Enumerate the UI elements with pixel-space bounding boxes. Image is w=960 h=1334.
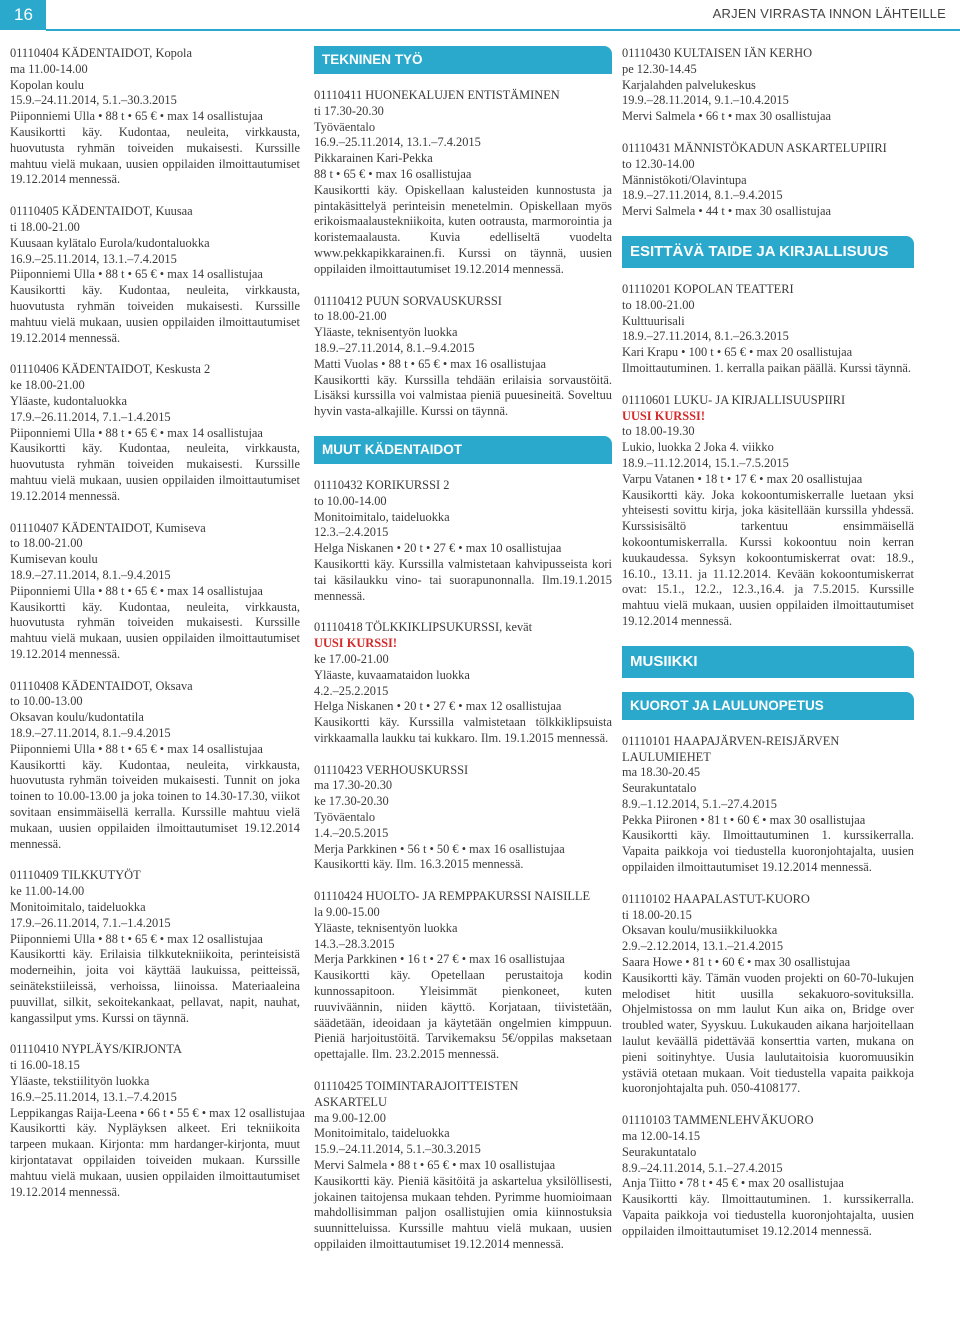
section-header: TEKNINEN TYÖ [314, 46, 612, 74]
course-detail: Yläaste, kudontaluokka [10, 393, 127, 408]
course-detail: 18.9.–27.11.2014, 8.1.–9.4.2015 [622, 188, 783, 203]
course-description: Kausikortti käy. Kurssilla valmistetaan tölkkiklipsuista virkkaamalla laukku tai kukkaro. Ilm. 19.1.2015 mennessä. [314, 715, 612, 745]
header-rule [46, 29, 960, 31]
course-entry [622, 393, 914, 630]
course-detail: 16.9.–25.11.2014, 13.1.–7.4.2015 [10, 1089, 177, 1104]
course-title: 01110431 MÄNNISTÖKADUN ASKARTELUPIIRI [622, 140, 887, 155]
course-detail: Varpu Vatanen • 18 t • 17 € • max 20 osallistujaa [622, 471, 863, 486]
course-detail: Merja Parkkinen • 16 t • 27 € • max 16 osallistujaa [314, 952, 565, 967]
course-detail: ke 17.00-21.00 [314, 651, 389, 666]
course-detail: ke 18.00-21.00 [10, 378, 85, 393]
course-detail: ke 11.00-14.00 [10, 884, 85, 899]
course-detail: ti 16.00-18.15 [10, 1058, 80, 1073]
course-detail: Piiponniemi Ulla • 88 t • 65 € • max 14 osallistujaa [10, 583, 263, 598]
course-title: 01110406 KÄDENTAIDOT, Keskusta 2 [10, 362, 211, 377]
course-detail: to 18.00-19.30 [622, 424, 695, 439]
course-detail: Piiponniemi Ulla • 88 t • 65 € • max 12 osallistujaa [10, 931, 263, 946]
course-entry [622, 892, 914, 1097]
course-detail: Pikkarainen Kari-Pekka [314, 151, 433, 166]
course-detail: Matti Vuolas • 88 t • 65 € • max 16 osallistujaa [314, 356, 546, 371]
course-detail: Mervi Salmela • 88 t • 65 € • max 10 osallistujaa [314, 1158, 556, 1173]
course-entry [314, 478, 612, 604]
course-detail: Seurakuntatalo [622, 781, 697, 796]
course-description: Kausikortti käy. Ilmoittautuminen. 1. kurssikerralla. Vapaita paikkoja voi tiedustella kuoronjohtajalta, uusien oppilaiden ilmoittautumiset 19.12.2014 mennessä. [622, 1192, 914, 1238]
course-title: 01110404 KÄDENTAIDOT, Kopola [10, 46, 192, 60]
course-detail: 17.9.–26.11.2014, 7.1.–1.4.2015 [10, 915, 171, 930]
course-description: Kausikortti käy. Erilaisia tilkkutekniikoita, perinteisistä moderneihin, joita voi käyttää laukuissa, peitteissä, seinätekstiileissä, verhoissa, liinoissa. Materiaaleina puuvillat, silkit, sekoitekankaat, pellavat, napit, nauhat, kangassilput yms. Kurssi on täynnä. [10, 947, 300, 1025]
course-detail: ti 18.00-21.00 [10, 219, 80, 234]
course-detail: ti 17.30-20.30 [314, 103, 384, 118]
course-detail: Oksavan koulu/kudontatila [10, 710, 144, 725]
course-detail: Pekka Piironen • 81 t • 60 € • max 30 osallistujaa [622, 812, 866, 827]
course-detail: 12.3.–2.4.2015 [314, 525, 389, 540]
course-detail: la 9.00-15.00 [314, 905, 380, 920]
page-number: 16 [0, 0, 46, 30]
course-detail: ti 18.00-20.15 [622, 907, 692, 922]
course-description: Kausikortti käy. Kudontaa, neuleita, virkkausta, huovutusta ryhmän toiveiden mukaisesti. Kurssille mahtuu vielä mukaan, uusien oppilaiden ilmoittautumiset 19.12.2014 mennessä. [10, 599, 300, 661]
course-detail: 16.9.–25.11.2014, 13.1.–7.4.2015 [314, 135, 481, 150]
course-detail: Työväentalo [314, 119, 376, 134]
course-detail: Mervi Salmela • 44 t • max 30 osallistujaa [622, 204, 831, 219]
course-detail: 1.4.–20.5.2015 [314, 825, 389, 840]
course-title: 01110201 KOPOLAN TEATTERI [622, 281, 794, 296]
course-detail: to 12.30-14.00 [622, 156, 695, 171]
course-detail: Anja Tiitto • 78 t • 45 € • max 20 osallistujaa [622, 1176, 844, 1191]
course-detail: Piiponniemi Ulla • 88 t • 65 € • max 14 osallistujaa [10, 267, 263, 282]
course-detail: 17.9.–26.11.2014, 7.1.–1.4.2015 [10, 409, 171, 424]
course-detail: Seurakuntatalo [622, 1144, 697, 1159]
course-detail: 18.9.–11.12.2014, 15.1.–7.5.2015 [622, 455, 789, 470]
course-detail: Monitoimitalo, taideluokka [314, 509, 450, 524]
course-title: 01110424 HUOLTO- JA REMPPAKURSSI NAISILLE [314, 889, 591, 904]
course-entry [10, 1042, 305, 1200]
course-title: 01110411 HUONEKALUJEN ENTISTÄMINEN [314, 88, 560, 102]
course-detail: Yläaste, teknisentyön luokka [314, 920, 458, 935]
course-description: Kausikortti käy. Opetellaan perustaitoja kodin kunnossapitoon. Yleisimmät pienkoneet, kuten ruuviväännin, niiden käyttö. Korjataan, tiivistetään, säädetään, ideoidaan ja käytetään ongelmien kimppuun. Pieniä harjoitustöitä. Tarvikemaksu 5€/oppilas maksetaan opettajalle. Ilm. 23.2.2015 mennessä. [314, 968, 612, 1062]
course-title: 01110405 KÄDENTAIDOT, Kuusaa [10, 204, 193, 219]
course-entry [10, 679, 300, 853]
course-detail: ma 11.00-14.00 [10, 61, 88, 76]
new-course-label: UUSI KURSSI! [314, 636, 397, 651]
course-detail: ma 9.00-12.00 [314, 1110, 386, 1125]
course-detail: ASKARTELU [314, 1094, 387, 1109]
course-description: Kausikortti käy. Kurssilla valmistetaan kahvipusseista kori tai käsilaukku vino- tai suorapunonnalla. Ilm.19.1.2015 mennessä. [314, 556, 612, 603]
course-detail: Helga Niskanen • 20 t • 27 € • max 12 osallistujaa [314, 699, 562, 714]
course-description: Kausikortti käy. Tämän vuoden projekti on 60-70-lukujen melodiset hitit uusilla sekakuoro-sovituksilla. Ohjelmistossa on mm laulut Kun aika on, Bridge over troubled water, Syyskuu. Lukukauden aikana harjoitellaan laulut keväällä pidettävää konserttia varten, mukana on pieni soitinyhtye. Uusia laulutaitoisia kuoromuusikin ystäviä otetaan mukaan. Voit tiedustella vapaita paikkoja kuoronjohtajalta puh. 050-4108177. [622, 970, 914, 1096]
course-detail: Kulttuurisali [622, 313, 685, 328]
course-title: 01110410 NYPLÄYS/KIRJONTA [10, 1042, 182, 1057]
course-detail: LAULUMIEHET [622, 749, 711, 764]
course-detail: Merja Parkkinen • 56 t • 50 € • max 16 osallistujaa [314, 841, 565, 856]
course-description: Kausikortti käy. Ilm. 16.3.2015 mennessä. [314, 857, 524, 872]
course-title: 01110430 KULTAISEN IÄN KERHO [622, 46, 813, 60]
course-description: Kausikortti käy. Kudontaa, neuleita, virkkausta, huovutusta ryhmän toiveiden mukaisesti. Kurssille mahtuu vielä mukaan, uusien oppilaiden ilmoittautumiset 19.12.2014 mennessä. [10, 283, 300, 345]
course-detail: Leppikangas Raija-Leena • 66 t • 55 € • max 12 osallistujaa [10, 1105, 305, 1120]
section-header: MUUT KÄDENTAIDOT [314, 436, 612, 464]
course-entry [314, 763, 612, 874]
section-header: ESITTÄVÄ TAIDE JA KIRJALLISUUS [622, 236, 914, 268]
course-detail: Monitoimitalo, taideluokka [10, 900, 146, 915]
course-detail: 18.9.–27.11.2014, 8.1.–9.4.2015 [314, 340, 475, 355]
course-title: 01110423 VERHOUSKURSSI [314, 762, 469, 777]
course-detail: to 18.00-21.00 [314, 309, 387, 324]
course-detail: pe 12.30-14.45 [622, 61, 697, 76]
course-entry [622, 1113, 914, 1239]
course-entry [10, 46, 300, 188]
course-detail: 15.9.–24.11.2014, 5.1.–30.3.2015 [10, 93, 177, 108]
course-detail: Oksavan koulu/musiikkiluokka [622, 923, 778, 938]
course-detail: Kari Krapu • 100 t • 65 € • max 20 osallistujaa [622, 345, 853, 360]
course-description: Kausikortti käy. Kudontaa, neuleita, virkkausta, huovutusta ryhmän toiveiden mukaisesti. Kurssille mahtuu vielä mukaan, uusien oppilaiden ilmoittautumiset 19.12.2014 mennessä. [10, 124, 300, 187]
course-detail: Työväentalo [314, 810, 376, 825]
section-header: KUOROT JA LAULUNOPETUS [622, 692, 914, 720]
course-detail: Yläaste, teknisentyön luokka [314, 325, 458, 340]
course-description: Kausikortti käy. Opiskellaan kalusteiden kunnostusta ja pintakäsittelyä perinteisin menetelmin. Opiskellaan myös erikoismaalaustekniikoita, kuten ootraustа, marmorointia ja koristemaalausta. Kuvia edelliseltä vuodelta www.pekkapikkarainen.fi. Kurssi on täynnä, uusien oppilaiden ilmoittautumiset 19.12.2014 mennessä. [314, 182, 612, 276]
course-title: 01110425 TOIMINTARAJOITTEISTEN [314, 1079, 519, 1094]
course-detail: to 18.00-21.00 [622, 297, 695, 312]
course-detail: 14.3.–28.3.2015 [314, 936, 395, 951]
course-detail: 8.9.–1.12.2014, 5.1.–27.4.2015 [622, 796, 777, 811]
course-detail: Kumisevan koulu [10, 552, 98, 567]
course-detail: 8.9.–24.11.2014, 5.1.–27.4.2015 [622, 1160, 783, 1175]
course-detail: Piiponniemi Ulla • 88 t • 65 € • max 14 osallistujaa [10, 425, 263, 440]
course-detail: Helga Niskanen • 20 t • 27 € • max 10 osallistujaa [314, 541, 562, 556]
course-description: Kausikortti käy. Kudontaa, neuleita, virkkausta, huovutusta ryhmän toiveiden mukaisesti. Kurssille mahtuu vielä mukaan, uusien oppilaiden ilmoittautumiset 19.12.2014 mennessä. [10, 441, 300, 503]
course-title: 01110418 TÖLKKIKLIPSUKURSSI, kevät [314, 620, 533, 635]
course-detail: 18.9.–27.11.2014, 8.1.–9.4.2015 [10, 726, 171, 741]
course-detail: Mervi Salmela • 66 t • max 30 osallistujaa [622, 109, 831, 124]
course-detail: ma 17.30-20.30 [314, 778, 393, 793]
course-detail: Saara Howe • 81 t • 60 € • max 30 osallistujaa [622, 955, 851, 970]
course-detail: Piiponniemi Ulla • 88 t • 65 € • max 14 osallistujaa [10, 109, 263, 124]
course-detail: 18.9.–27.11.2014, 8.1.–9.4.2015 [10, 567, 171, 582]
course-description: Ilmoittautuminen. 1. kerralla paikan päällä. Kurssi täynnä. [622, 360, 912, 375]
course-detail: ke 17.30-20.30 [314, 794, 389, 809]
course-detail: Piiponniemi Ulla • 88 t • 65 € • max 14 osallistujaa [10, 741, 263, 756]
course-title: 01110102 HAAPALASTUT-KUORO [622, 891, 810, 906]
course-entry [10, 204, 300, 346]
course-description: Kausikortti käy. Kurssilla tehdään erilaisia sorvaustöitä. Lisäksi kurssilla voi valmistaa pieniä puuesineitä. Soveltuu hyvin vasta-alkajille. Kurssi on täynnä. [314, 372, 612, 419]
course-detail: to 10.00-13.00 [10, 694, 83, 709]
course-description: Kausikortti käy. Ilmoittautuminen 1. kurssikerralla. Vapaita paikkoja voi tiedustella kuoronjohtajalta, uusien oppilaiden ilmoittautumiset 19.12.2014 mennessä. [622, 828, 914, 875]
course-description: Kausikortti käy. Pieniä käsitöitä ja askartelua yksilöllisesti, jokainen taitojensa mukaan tehden. Pyrimme huomioimaan mahdollisimman paljon osallistujien omia kiinnostuksia suunnitteluissa. Kurssille mahtuu vielä mukaan, uusien oppilaiden ilmoittautumiset 19.12.2014 mennessä. [314, 1173, 612, 1251]
course-detail: 15.9.–24.11.2014, 5.1.–30.3.2015 [314, 1142, 481, 1157]
course-title: 01110409 TILKKUTYÖT [10, 868, 141, 883]
course-entry [10, 362, 300, 504]
course-detail: ma 12.00-14.15 [622, 1129, 701, 1144]
course-detail: Yläaste, kuvaamataidon luokka [314, 667, 470, 682]
course-entry [622, 282, 914, 377]
course-entry [622, 141, 914, 220]
course-title: 01110407 KÄDENTAIDOT, Kumiseva [10, 520, 206, 535]
course-title: 01110601 LUKU- JA KIRJALLISUUSPIIRI [622, 392, 846, 407]
course-description: Kausikortti käy. Nypläyksen alkeet. Eri tekniikoita tarpeen mukaan. Kirjonta: mm hardanger-kirjonta, muut kirjontatavat oppilaiden toiveiden mukaan. Kurssille mahtuu vielä mukaan, uusien oppilaiden ilmoittautumiset 19.12.2014 mennessä. [10, 1121, 300, 1199]
course-detail: 16.9.–25.11.2014, 13.1.–7.4.2015 [10, 251, 177, 266]
course-detail: Yläaste, tekstiilityön luokka [10, 1074, 150, 1089]
course-detail: 2.9.–2.12.2014, 13.1.–21.4.2015 [622, 939, 784, 954]
course-detail: Lukio, luokka 2 Joka 4. viikko [622, 440, 774, 455]
course-entry [622, 46, 914, 125]
course-detail: to 10.00-14.00 [314, 493, 387, 508]
course-detail: Karjalahden palvelukeskus [622, 77, 756, 92]
course-entry [314, 1079, 612, 1253]
course-detail: Kuusaan kylätalo Eurola/kudontaluokka [10, 235, 210, 250]
section-header: MUSIIKKI [622, 646, 914, 678]
course-title: 01110432 KORIKURSSI 2 [314, 477, 450, 492]
course-title: 01110101 HAAPAJÄRVEN-REISJÄRVEN [622, 733, 840, 748]
course-detail: Monitoimitalo, taideluokka [314, 1126, 450, 1141]
column-middle [314, 46, 612, 1269]
course-detail: Kopolan koulu [10, 77, 84, 92]
course-title: 01110412 PUUN SORVAUSKURSSI [314, 293, 502, 308]
course-entry [314, 889, 612, 1063]
course-entry [10, 868, 300, 1026]
course-title: 01110103 TAMMENLEHVÄKUORO [622, 1113, 814, 1128]
course-entry [314, 620, 612, 746]
course-description: Kausikortti käy. Kudontaa, neuleita, virkkausta, huovutusta ryhmän toiveiden mukaisesti. Tunnit on joka toinen to 10.00-13.00 ja joka toinen to 14.30-17.30, viikot sovitaan ensimmäisellä kerralla. Kurssille mahtuu vielä mukaan, uusien oppilaiden ilmoittautumiset 19.12.2014 mennessä. [10, 757, 300, 851]
course-title: 01110408 KÄDENTAIDOT, Oksava [10, 678, 193, 693]
course-detail: ma 18.30-20.45 [622, 765, 701, 780]
course-detail: Männistökoti/Olavintupa [622, 172, 747, 187]
course-detail: 4.2.–25.2.2015 [314, 683, 389, 698]
column-left [10, 46, 305, 1216]
course-detail: 88 t • 65 € • max 16 osallistujaa [314, 166, 472, 181]
page-header [0, 0, 960, 30]
new-course-label: UUSI KURSSI! [622, 408, 705, 423]
course-entry [314, 88, 612, 278]
course-description: Kausikortti käy. Joka kokoontumiskerralle luetaan yksi yhteisesti sovittu kirja, joka käsitellään kurssilla yhdessä. Kurssisisältö tarkentuu ensimmäisellä kokoontumiskerralla. Kurssi kokoontuu noin kerran kuukaudessa. Syksyn kokoontumiskerrat ovat: 18.9., 16.10., 13.11. ja 11.12.2014. Kevään kokoontumiskerrat ovat: 15.1., 12.2., 12.3.,16.4. ja 7.5.2015. Kurssille mahtuu vielä mukaan, uusien oppilaiden ilmoittautumiset 19.12.2014 mennessä. [622, 487, 914, 628]
column-right [622, 46, 914, 1256]
course-detail: 19.9.–28.11.2014, 9.1.–10.4.2015 [622, 93, 789, 108]
course-entry [314, 294, 612, 420]
publication-title: ARJEN VIRRASTA INNON LÄHTEILLE [712, 6, 946, 21]
course-detail: to 18.00-21.00 [10, 536, 83, 551]
course-entry [10, 521, 300, 663]
course-entry [622, 734, 914, 876]
course-detail: 18.9.–27.11.2014, 8.1.–26.3.2015 [622, 329, 789, 344]
